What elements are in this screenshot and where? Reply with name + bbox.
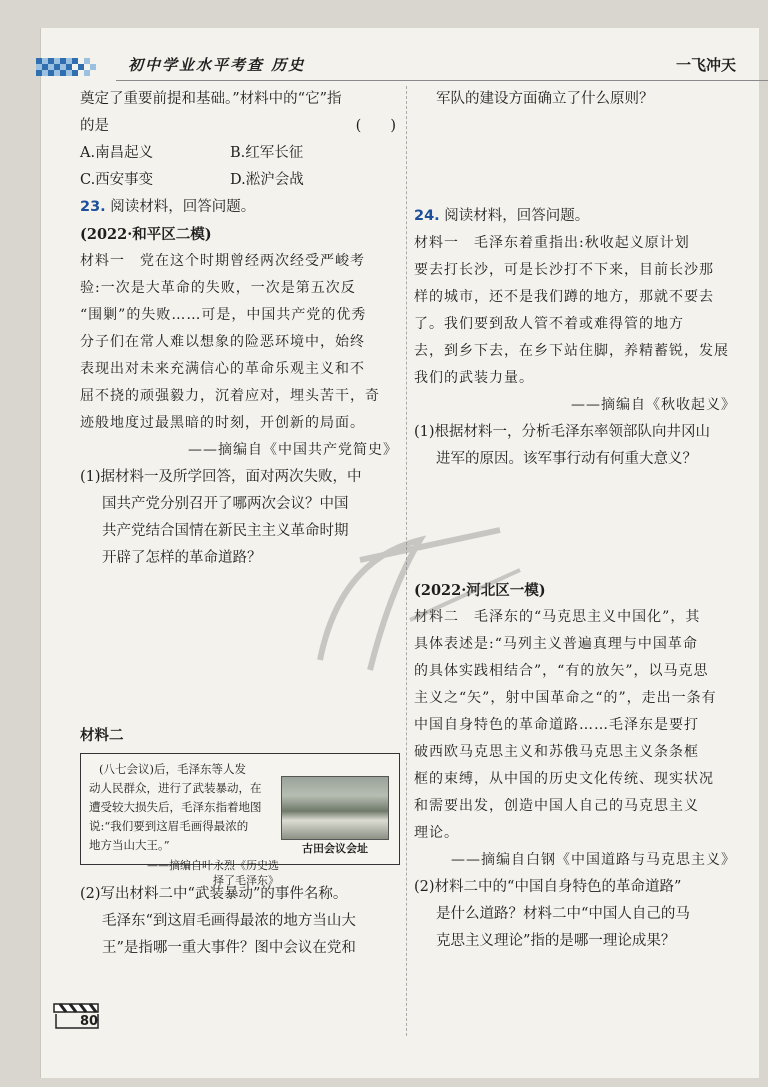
q23-material-1 xyxy=(80,248,402,464)
q23-source-tag: (2022·和平区二模) xyxy=(80,226,212,243)
question-line: 共产党结合国情在新民主主义革命时期 xyxy=(102,523,349,539)
q24-number: 24. xyxy=(414,208,440,224)
option-d[interactable]: D.淞沪会战 xyxy=(230,172,304,188)
option-a[interactable]: A.南昌起义 xyxy=(80,145,154,161)
continued-question: 军队的建设方面确立了什么原则？ xyxy=(436,91,654,107)
material-line: 主义之“矢”，射中国革命之“的”，走出一条有 xyxy=(414,690,717,706)
box-source-line: 择了毛泽东》 xyxy=(213,874,279,887)
box-line: (八七会议)后，毛泽东等人发 xyxy=(99,762,246,776)
material-line: 的具体实践相结合”，“有的放矢”，以马克思 xyxy=(414,663,709,679)
q23-sub-2 xyxy=(80,881,402,962)
material-line: 去，到乡下去，在乡下站住脚，养精蓄锐，发展 xyxy=(414,343,729,359)
q24-sub-2 xyxy=(414,874,740,955)
material-line: “围剿”的失败……可是，中国共产党的优秀 xyxy=(80,307,367,323)
q23-number: 23. xyxy=(80,199,106,215)
box-line: 遭受较大损失后，毛泽东指着地图 xyxy=(89,800,262,814)
material-line: 中国自身特色的革命道路……毛泽东是要打 xyxy=(414,717,699,733)
material-2-text xyxy=(89,760,279,855)
material-line: 理论。 xyxy=(414,825,459,841)
box-line: 动人民群众，进行了武装暴动，在 xyxy=(89,781,262,795)
material-line: 框的束缚，从中国的历史文化传统、现实状况 xyxy=(414,771,714,787)
material-2-box xyxy=(80,753,400,887)
header-title: 初中学业水平考查 历史 xyxy=(128,56,306,74)
question-line: 毛泽东“到这眉毛画得最浓的地方当山大 xyxy=(102,913,356,929)
q23-stem-text: 阅读材料，回答问题。 xyxy=(110,199,256,215)
material-line: 要去打长沙，可是长沙打不下来，目前长沙那 xyxy=(414,262,714,278)
material-line: 样的城市，还不是我们蹲的地方，那就不要去 xyxy=(414,289,714,305)
page-number: 80 xyxy=(80,1014,99,1029)
gutian-photo xyxy=(281,776,389,840)
material-line: 了。我们要到敌人管不着或难得管的地方 xyxy=(414,316,684,332)
page-header xyxy=(36,52,736,82)
q24-sub-1 xyxy=(414,419,740,473)
option-b[interactable]: B.红军长征 xyxy=(230,145,304,161)
material-line: 破西欧马克思主义和苏俄马克思主义条条框 xyxy=(414,744,699,760)
question-line: (1)根据材料一，分析毛泽东率领部队向井冈山 xyxy=(414,424,711,440)
q24-stem xyxy=(414,203,740,230)
material-line: 分子们在常人难以想象的险恶环境中，始终 xyxy=(80,334,365,350)
material-line: 材料一 毛泽东着重指出:秋收起义原计划 xyxy=(414,235,690,251)
q22-options-row xyxy=(80,167,402,194)
question-line: 克思主义理论”指的是哪一理论成果？ xyxy=(436,933,676,949)
question-line: 是什么道路？材料二中“中国人自己的马 xyxy=(436,906,690,922)
material-source: ——摘编自白钢《中国道路与马克思主义》 xyxy=(451,852,736,868)
material-line: 材料二 毛泽东的“马克思主义中国化”，其 xyxy=(414,609,701,625)
brand-logo: 一飞冲天 xyxy=(676,56,737,74)
question-line: 开辟了怎样的革命道路？ xyxy=(102,550,262,566)
photo-caption: 古田会议会址 xyxy=(302,842,368,855)
material-line: 具体表述是:“马列主义普遍真理与中国革命 xyxy=(414,636,698,652)
question-line: (1)据材料一及所学回答，面对两次失败，中 xyxy=(80,469,362,485)
material-line: 屈不挠的顽强毅力，沉着应对，埋头苦干，奇 xyxy=(80,388,380,404)
material-source: ——摘编自《中国共产党简史》 xyxy=(188,442,398,458)
box-source-line: ——摘编自叶永烈《历史选 xyxy=(147,859,279,872)
q22-tail-text: 的是 xyxy=(80,118,109,134)
watermark-logo xyxy=(300,500,540,700)
option-c[interactable]: C.西安事变 xyxy=(80,172,154,188)
question-line: (2)材料二中的“中国自身特色的革命道路” xyxy=(414,879,682,895)
answer-space[interactable] xyxy=(414,113,740,203)
box-source xyxy=(89,858,279,888)
q22-tail-line: 奠定了重要前提和基础。”材料中的“它”指 xyxy=(80,91,342,107)
material-line: 材料一 党在这个时期曾经两次经受严峻考 xyxy=(80,253,365,269)
q23-stem xyxy=(80,194,402,221)
q24-stem-text: 阅读材料，回答问题。 xyxy=(444,208,590,224)
material-line: 迹般地度过最黑暗的时刻，开创新的局面。 xyxy=(80,415,365,431)
q22-options-row xyxy=(80,140,402,167)
header-rule xyxy=(116,80,768,81)
page-number-badge xyxy=(52,1002,102,1032)
material-2-label: 材料二 xyxy=(80,727,124,744)
question-line: 进军的原因。该军事行动有何重大意义？ xyxy=(436,451,697,467)
q22-tail-line xyxy=(80,113,402,140)
q24-source-tag: (2022·河北区一模) xyxy=(414,582,546,599)
box-line: 说:“我们要到这眉毛画得最浓的 xyxy=(89,819,249,833)
material-line: 表现出对未来充满信心的革命乐观主义和不 xyxy=(80,361,365,377)
question-line: 国共产党分别召开了哪两次会议？中国 xyxy=(102,496,349,512)
material-line: 验:一次是大革命的失败，一次是第五次反 xyxy=(80,280,356,296)
material-line: 我们的武装力量。 xyxy=(414,370,534,386)
q24-material-1 xyxy=(414,230,740,419)
question-line: (2)写出材料二中“武装暴动”的事件名称。 xyxy=(80,886,348,902)
answer-blank[interactable]: ( ) xyxy=(355,118,396,134)
material-line: 和需要出发，创造中国人自己的马克思主义 xyxy=(414,798,699,814)
box-line: 地方当山大王。” xyxy=(89,838,170,852)
material-source: ——摘编自《秋收起义》 xyxy=(571,397,736,413)
question-line: 王”是指哪一重大事件？图中会议在党和 xyxy=(102,940,356,956)
checker-decoration-icon xyxy=(36,52,120,78)
